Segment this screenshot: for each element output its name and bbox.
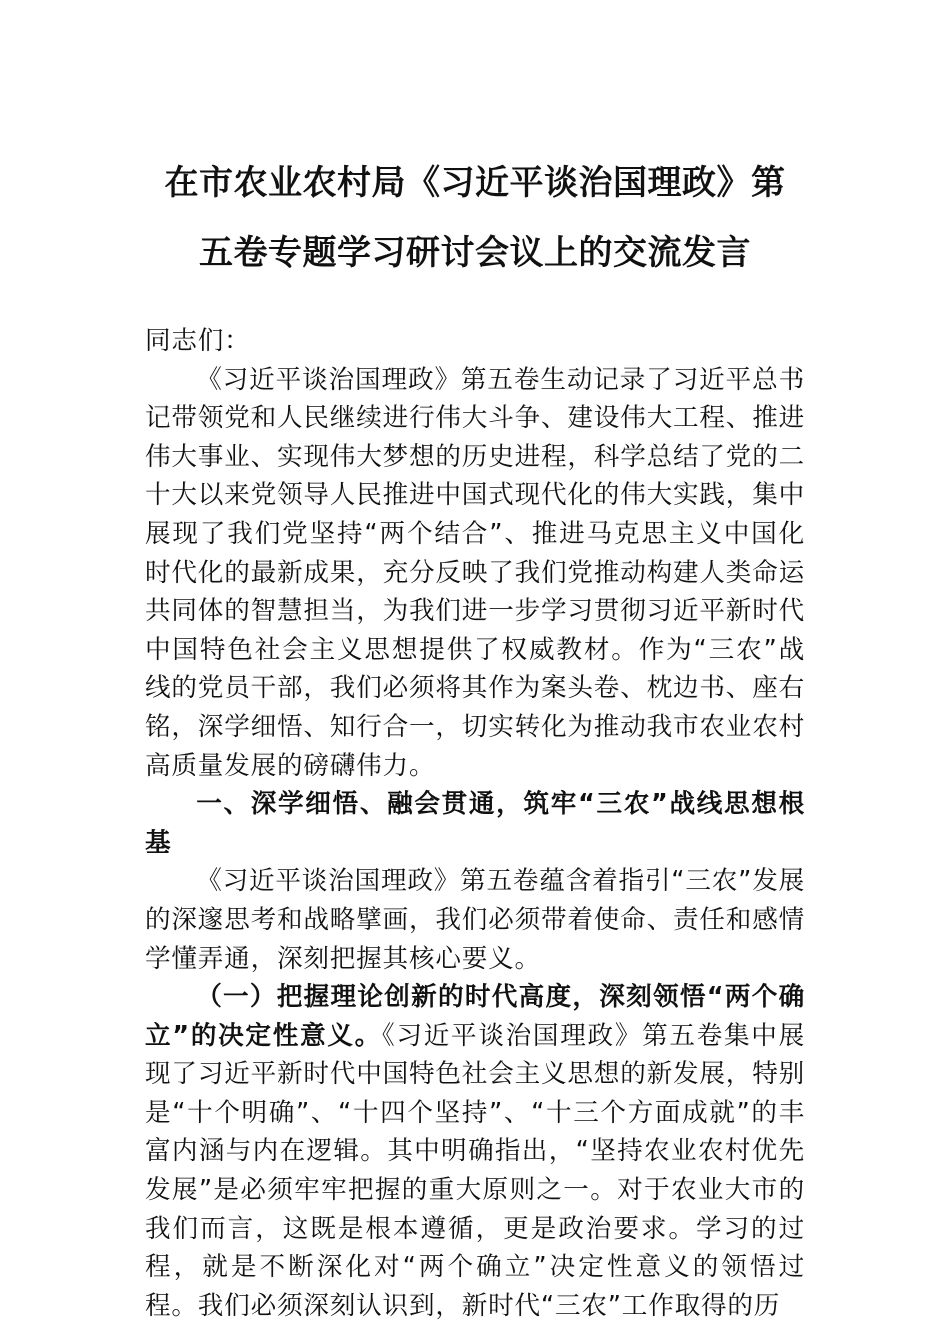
section-1-paragraph: 《习近平谈治国理政》第五卷蕴含着指引“三农”发展的深邃思考和战略擘画，我们必须带着使命、责任和感情学懂弄通，深刻把握其核心要义。 [145,866,805,974]
subsection-1-lead: （一）把握理论创新的时代高度，深刻领悟“两个确立”的决定性意义。 [145,982,805,1051]
subsection-1-text: 《习近平谈治国理政》第五卷集中展现了习近平新时代中国特色社会主义思想的新发展，特别是“十个明确”、“十四个坚持”、“十三个方面成就”的丰富内涵与内在逻辑。其中明确指出，“坚持农业农村优先发展”是必须牢牢把握的重大原则之一。对于农业大市的我们而言，这既是根本遵循，更是政治要求。学习的过程，就是不断深化对“两个确立”决定性意义的领悟过程。我们必须深刻认识到，新时代“三农”工作取得的历 [145,1020,805,1321]
title-line-1: 在市农业农村局《习近平谈治国理政》第 [164,163,786,203]
section-1-heading: 一、深学细悟、融会贯通，筑牢“三农”战线思想根基 [145,789,805,858]
document-title [145,148,805,288]
subsection-1-paragraph [145,978,805,1325]
intro-paragraph: 《习近平谈治国理政》第五卷生动记录了习近平总书记带领党和人民继续进行伟大斗争、建设伟大工程、推进伟大事业、实现伟大梦想的历史进程，科学总结了党的二十大以来党领导人民推进中国式现代化的伟大实践，集中展现了我们党坚持“两个结合”、推进马克思主义中国化时代化的最新成果，充分反映了我们党推动构建人类命运共同体的智慧担当，为我们进一步学习贯彻习近平新时代中国特色社会主义思想提供了权威教材。作为“三农”战线的党员干部，我们必须将其作为案头卷、枕边书、座右铭，深学细悟、知行合一，切实转化为推动我市农业农村高质量发展的磅礴伟力。 [145,364,805,781]
document-body [145,322,805,1325]
salutation: 同志们： [145,326,251,356]
title-line-2: 五卷专题学习研讨会议上的交流发言 [199,233,751,273]
